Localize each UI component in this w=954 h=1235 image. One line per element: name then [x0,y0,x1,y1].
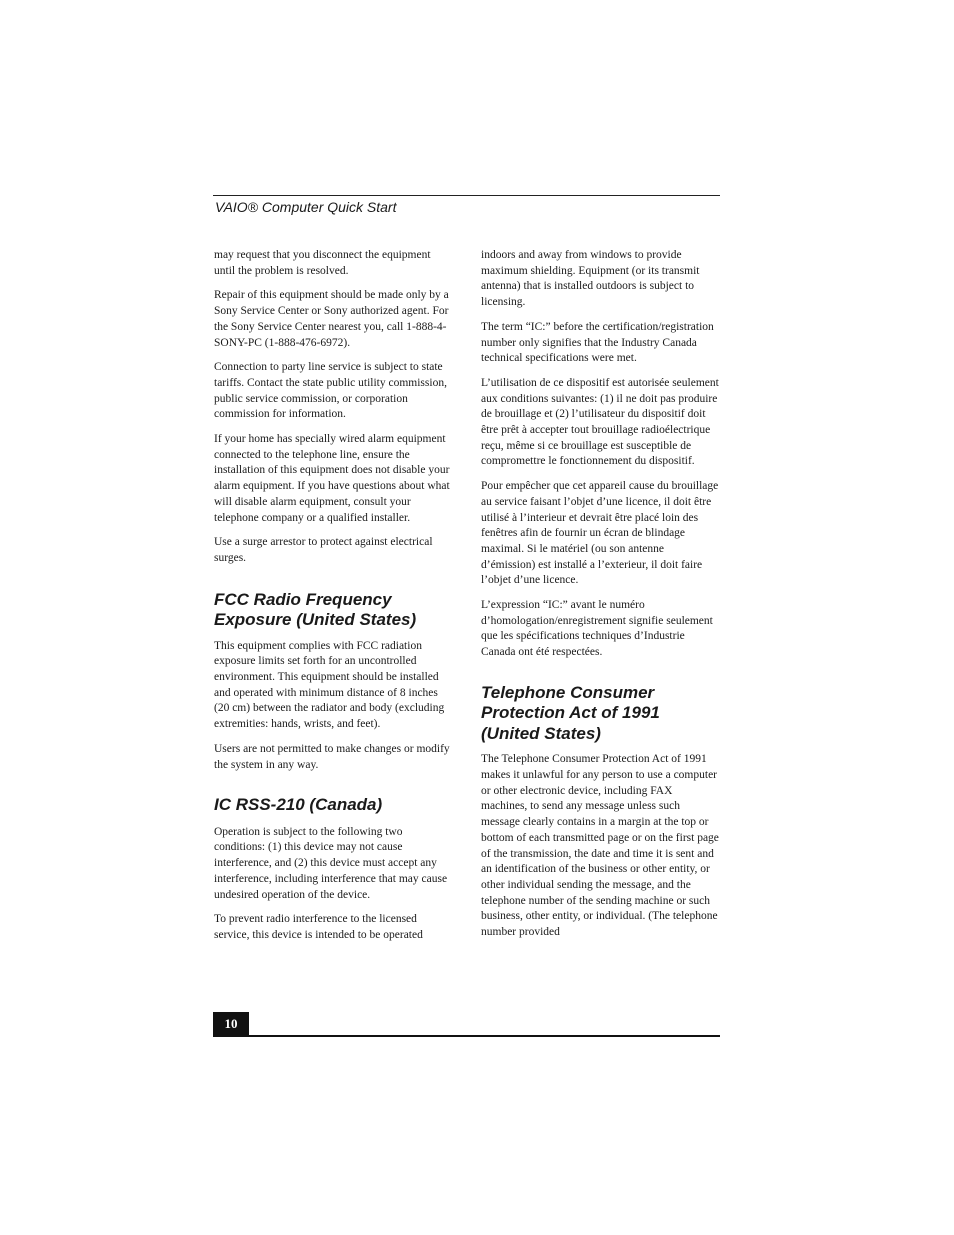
paragraph: Pour empêcher que cet appareil cause du brouillage au service faisant l’objet d’une licence, il doit être utilisé à l’interieur et devrait être placé loin des fenêtres afin de fournir un écran de blindage maximal. Si le matériel (ou son antenne d’émission) est installé a l’exterieur, il doit faire l’objet d’une licence. [481,480,719,587]
paragraph: To prevent radio interference to the licensed service, this device is intended to be operated [214,913,423,941]
left-column [214,248,452,953]
page-number: 10 [213,1012,249,1036]
paragraph: This equipment complies with FCC radiation exposure limits set forth for an uncontrolled environment. This equipment should be installed and operated with minimum distance of 8 inches (20 cm) between the radiator and body (excluding extremities: hands, wrists, and feet). [214,639,445,731]
paragraph: Users are not permitted to make changes or modify the system in any way. [214,742,450,771]
section-heading-fcc: FCC Radio Frequency Exposure (United States) [214,589,417,630]
paragraph: L’expression “IC:” avant le numéro d’homologation/enregistrement signifie seulement que les spécifications techniques d’Industrie Canada ont été respectées. [481,599,713,659]
footer-rule [213,1035,720,1037]
paragraph: may request that you disconnect the equipment until the problem is resolved. [214,249,431,277]
header-rule [213,195,720,196]
paragraph: If your home has specially wired alarm equipment connected to the telephone line, ensure the installation of this equipment does not disable your alarm equipment. If you have questions about what will disable alarm equipment, consult your telephone company or a qualified installer. [214,433,450,524]
section-heading-tcpa: Telephone Consumer Protection Act of 1991 (United States) [481,682,660,743]
paragraph: The Telephone Consumer Protection Act of 1991 makes it unlawful for any person to use a computer or other electronic device, including FAX machines, to send any message unless such message clearly contains in a margin at the top or bottom of each transmitted page or on the first page of the transmission, the date and time it is sent and an identification of the business or other entity, or other individual sending the message, and the telephone number of the sending machine or such business, other entity, or individual. (The telephone number provided [481,753,719,939]
paragraph: Operation is subject to the following two conditions: (1) this device may not cause interference, and (2) this device must accept any interference, including interference that may cause undesired operation of the device. [214,825,448,901]
paragraph: indoors and away from windows to provide maximum shielding. Equipment (or its transmit antenna) that is installed outdoors is subject to licensing. [481,249,700,309]
paragraph: Connection to party line service is subject to state tariffs. Contact the state public utility commission, public service commission, or corporation commission for information. [214,361,447,421]
section-heading-ic: IC RSS-210 (Canada) [214,795,383,815]
paragraph: L’utilisation de ce dispositif est autorisée seulement aux conditions suivantes: (1) il ne doit pas produire de brouillage et (2) l’utilisateur du dispositif doit être prêt à accepter tout brouillage radioélectrique reçu, même si ce brouillage est susceptible de compromettre le fonctionnement du dispositif. [481,376,719,468]
paragraph: The term “IC:” before the certification/registration number only signifies that the Industry Canada technical specifications were met. [481,320,714,365]
right-column [481,248,719,950]
paragraph: Repair of this equipment should be made only by a Sony Service Center or Sony authorized agent. For the Sony Service Center nearest you, call 1-888-4-SONY-PC (1-888-476-6972). [214,289,449,349]
running-header: VAIO® Computer Quick Start [215,199,397,215]
paragraph: Use a surge arrestor to protect against electrical surges. [214,536,433,564]
